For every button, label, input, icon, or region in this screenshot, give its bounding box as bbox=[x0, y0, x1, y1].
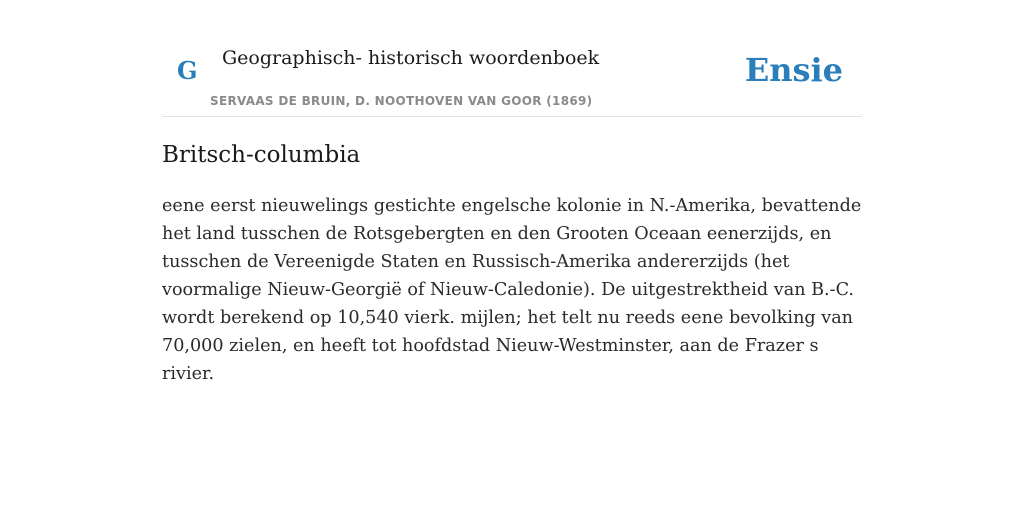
entry-body: eene eerst nieuwelings gestichte engelsche kolonie in N.-Amerika, bevattende het land tusschen de Rotsgebergten en den Grooten Oceaan eenerzijds, en tusschen de Vereenigde Staten en Russisch-Amerika andererzijds (het voormalige Nieuw-Georgië of Nieuw-Caledonie). De uitgestrektheid van B.-C. wordt berekend op 10,540 vierk. mijlen; het telt nu reeds eene bevolking van 70,000 zielen, en heeft tot hoofdstad Nieuw-Westminster, aan de Frazer s rivier. bbox=[162, 196, 862, 384]
brand-logo-link[interactable]: Ensie bbox=[744, 51, 843, 89]
book-title-link[interactable]: Geographisch- historisch woordenboek bbox=[222, 47, 600, 69]
book-initial-link[interactable]: G bbox=[177, 56, 198, 85]
entry-title: Britsch-columbia bbox=[162, 142, 361, 168]
book-header bbox=[162, 0, 862, 117]
book-author: SERVAAS DE BRUIN, D. NOOTHOVEN VAN GOOR (1869) bbox=[210, 94, 593, 108]
